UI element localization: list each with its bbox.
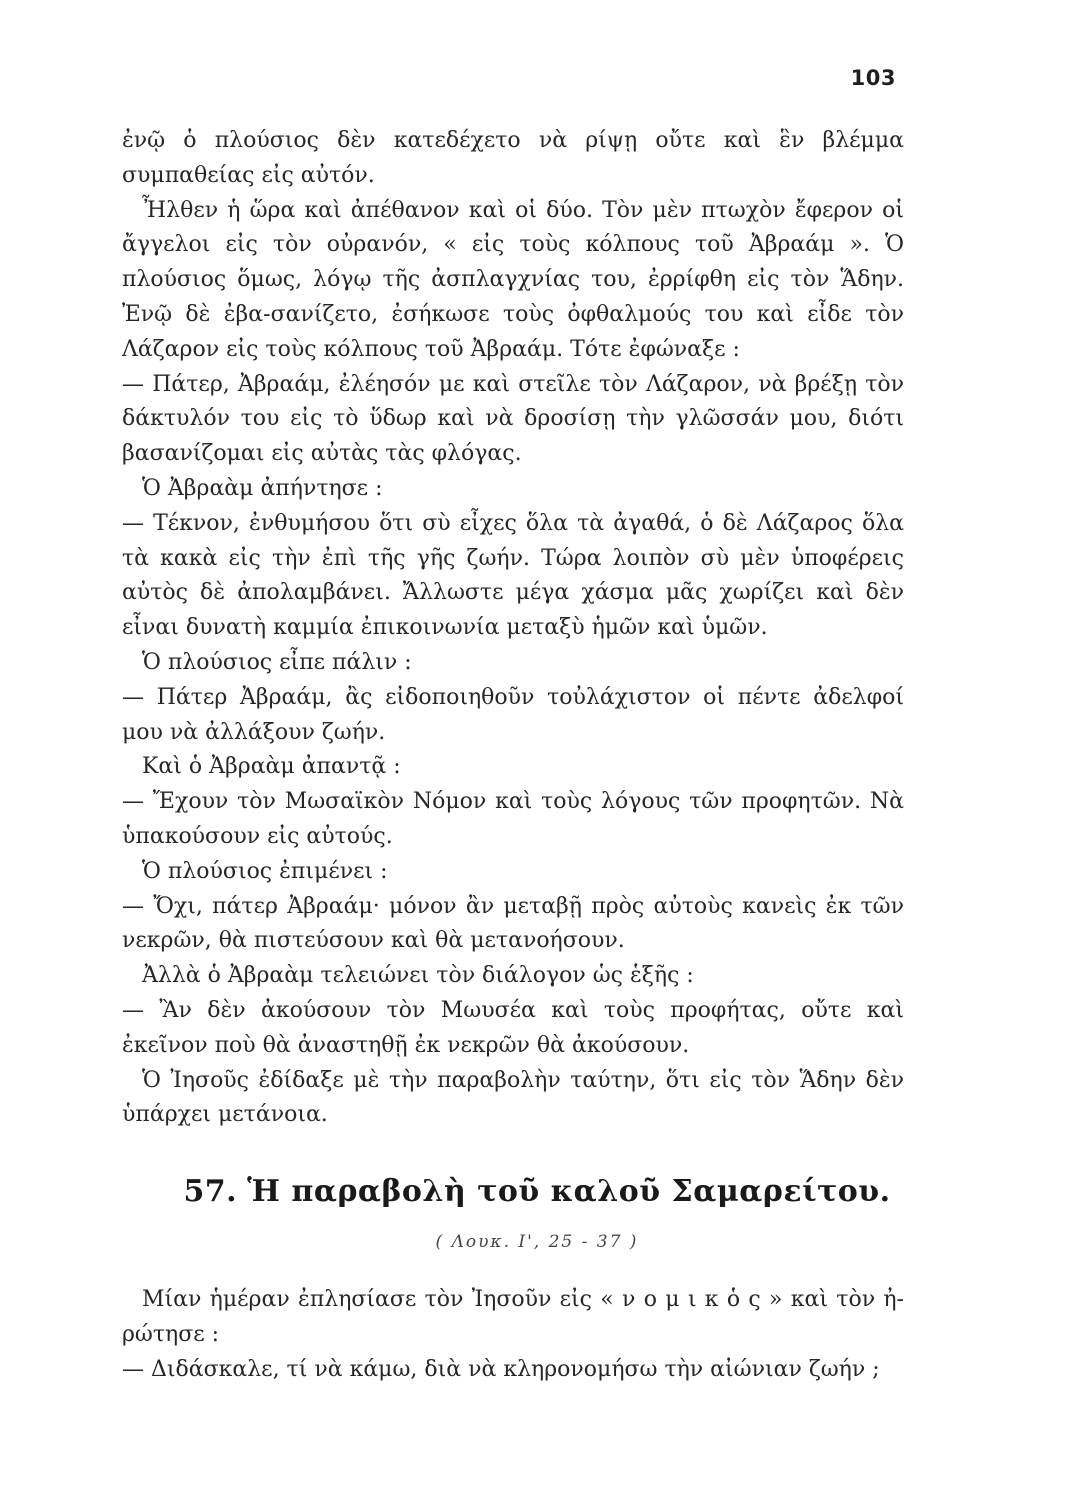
body-text <box>122 124 904 1133</box>
paragraph: ἐνῷ ὁ πλούσιος δὲν κατεδέχετο νὰ ρίψῃ οὔτε καὶ ἓν βλέμμα συμπαθείας εἰς αὐτόν. <box>122 128 904 188</box>
dialogue-line: — Ἂν δὲν ἀκούσουν τὸν Μωυσέα καὶ τοὺς προφήτας, οὔτε καὶ ἐκεῖνον ποὺ θὰ ἀναστηθῇ ἐκ νεκρῶν θὰ ἀκούσουν. <box>122 997 904 1058</box>
page-number: 103 <box>850 66 896 90</box>
dialogue-line: — Ὄχι, πάτερ Ἀβραάμ· μόνον ἂν μεταβῇ πρὸς αὐτοὺς κανεὶς ἐκ τῶν νεκρῶν, θὰ πιστεύσουν καὶ θὰ μετανοήσουν. <box>122 893 904 954</box>
dialogue-line: — Διδάσκαλε, τί νὰ κάμω, διὰ νὰ κληρονομήσω τὴν αἰώνιαν ζωήν ; <box>122 1356 880 1382</box>
section-number: 57. <box>183 1174 238 1209</box>
dialogue-line: — Πάτερ, Ἀβραάμ, ἐλέησόν με καὶ στεῖλε τὸν Λάζαρον, νὰ βρέξῃ τὸν δάκτυλόν του εἰς τὸ ὕδωρ καὶ νὰ δροσίσῃ τὴν γλῶσσάν μου, διότι βασανίζομαι εἰς αὐτὰς τὰς φλόγας. <box>122 371 904 467</box>
paragraph: Μίαν ἡμέραν ἐπλησίασε τὸν Ἰησοῦν εἰς « ν ο μ ι κ ὁ ς » καὶ τὸν ἠ-ρώτησε : <box>122 1287 904 1347</box>
paragraph: Καὶ ὁ Ἀβραὰμ ἀπαντᾷ : <box>142 754 401 780</box>
dialogue-line: — Ἔχουν τὸν Μωσαϊκὸν Νόμον καὶ τοὺς λόγους τῶν προφητῶν. Νὰ ὑπακούσουν εἰς αὐτούς. <box>122 789 904 849</box>
paragraph: Ὁ Ἰησοῦς ἐδίδαξε μὲ τὴν παραβολὴν ταύτην, ὅτι εἰς τὸν Ἅδην δὲν ὑπάρχει μετάνοια. <box>122 1067 904 1128</box>
scripture-reference: ( Λουκ. Ι', 25 - 37 ) <box>435 1232 639 1252</box>
paragraph: Ὁ πλούσιος εἶπε πάλιν : <box>142 649 412 675</box>
section-heading <box>0 1174 1074 1209</box>
paragraph: Ἦλθεν ἡ ὥρα καὶ ἀπέθανον καὶ οἱ δύο. Τὸν μὲν πτωχὸν ἔφερον οἱ ἄγγελοι εἰς τὸν οὐρανόν, « εἰς τοὺς κόλπους τοῦ Ἀβραάμ ». Ὁ πλούσιος ὅμως, λόγῳ τῆς ἀσπλαγχνίας του, ἐρρίφθη εἰς τὸν Ἅδην. Ἐνῷ δὲ ἐβα-σανίζετο, ἐσήκωσε τοὺς ὀφθαλμούς του καὶ εἶδε τὸν Λάζαρον εἰς τοὺς κόλπους τοῦ Ἀβραάμ. Τότε ἐφώναξε : <box>122 197 904 362</box>
paragraph: Ὁ πλούσιος ἐπιμένει : <box>142 858 388 884</box>
dialogue-line: — Πάτερ Ἀβραάμ, ἂς εἰδοποιηθοῦν τοὐλάχιστον οἱ πέντε ἀδελφοί μου νὰ ἀλλάξουν ζωήν. <box>122 684 904 745</box>
paragraph: Ὁ Ἀβραὰμ ἀπήντησε : <box>142 475 383 501</box>
section-title: Ἡ παραβολὴ τοῦ καλοῦ Σαμαρείτου. <box>247 1174 891 1209</box>
paragraph: Ἀλλὰ ὁ Ἀβραὰμ τελειώνει τὸν διάλογον ὡς ἑξῆς : <box>142 963 694 989</box>
dialogue-line: — Τέκνον, ἐνθυμήσου ὅτι σὺ εἶχες ὅλα τὰ ἀγαθά, ὁ δὲ Λάζαρος ὅλα τὰ κακὰ εἰς τὴν ἐπὶ τῆς γῆς ζωήν. Τώρα λοιπὸν σὺ μὲν ὑποφέρεις αὐτὸς δὲ ἀπολαμβάνει. Ἄλλωστε μέγα χάσμα μᾶς χωρίζει καὶ δὲν εἶναι δυνατὴ καμμία ἐπικοινωνία μεταξὺ ἡμῶν καὶ ὑμῶν. <box>122 510 904 641</box>
section-body-text <box>122 1283 904 1387</box>
